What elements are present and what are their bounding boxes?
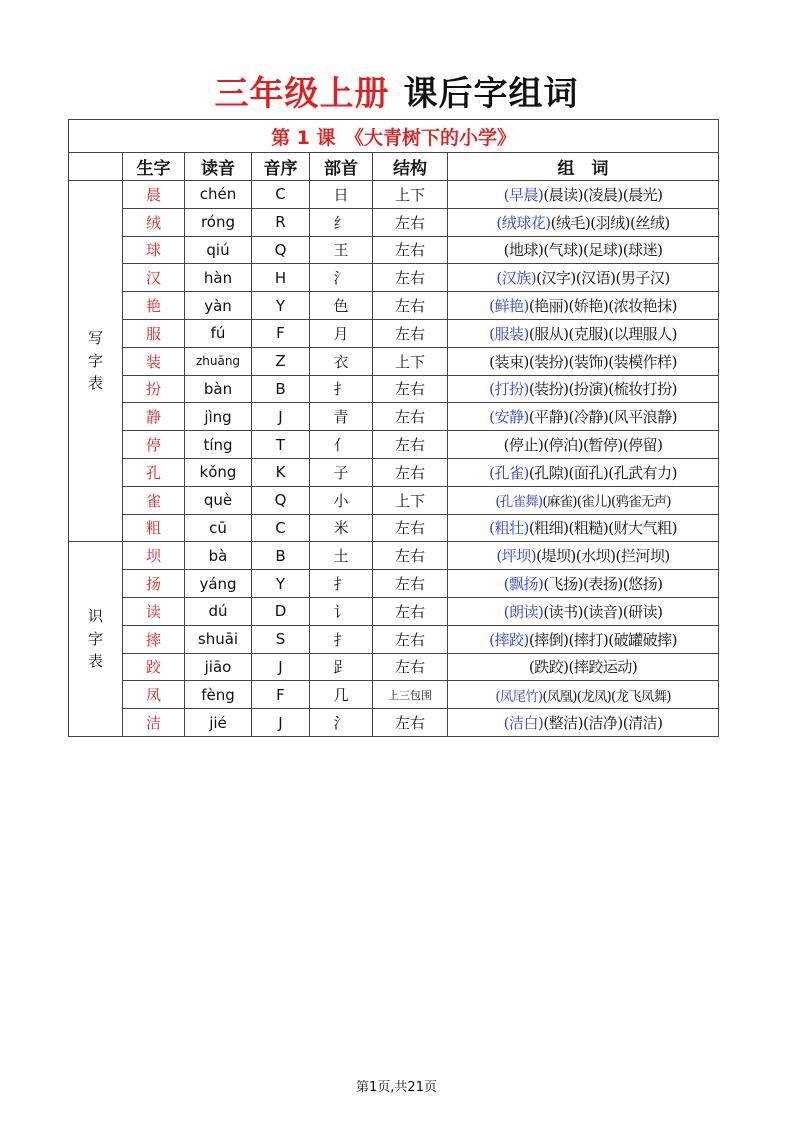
structure-cell: 左右 [373,597,448,625]
textbook-word: (打扮) [489,380,529,399]
table-row [69,542,719,570]
radical-cell: 扌 [310,625,373,653]
pinyin-cell: yàn [185,292,252,320]
extended-words: (艳丽)(娇艳)(浓妆艳抹) [528,297,677,316]
lesson-header-row [69,120,719,153]
pinyin-cell: róng [185,208,252,236]
extended-words: (读书)(读音)(研读) [543,602,663,621]
words-cell [448,542,719,570]
pinyin-cell: zhuāng [185,347,252,375]
character-cell: 摔 [123,625,185,653]
structure-cell: 上下 [373,486,448,514]
words-cell [448,403,719,431]
column-header-section [69,153,123,181]
index-letter-cell: B [252,375,310,403]
index-letter-cell: F [252,319,310,347]
character-cell: 雀 [123,486,185,514]
character-cell: 扮 [123,375,185,403]
textbook-word: (绒球花) [496,213,551,232]
extended-words: (堤坝)(水坝)(拦河坝) [536,547,670,566]
textbook-word: (早晨) [503,185,544,204]
index-letter-cell: Y [252,292,310,320]
index-letter-cell: C [252,514,310,542]
index-letter-cell: J [252,653,310,681]
radical-cell: 𧾷 [310,653,373,681]
radical-cell: 衣 [310,347,373,375]
column-header-index: 音序 [252,153,310,181]
structure-cell: 左右 [373,514,448,542]
textbook-word: (孔雀舞) [495,494,543,511]
pinyin-cell: jié [185,709,252,737]
table-row [69,486,719,514]
words-cell [448,625,719,653]
radical-cell: 日 [310,181,373,209]
character-cell: 服 [123,319,185,347]
section-label-char: 表 [87,374,103,393]
structure-cell: 左右 [373,319,448,347]
structure-cell: 上下 [373,181,448,209]
table-row [69,375,719,403]
extended-words: (麻雀)(雀儿)(鸦雀无声) [542,494,671,511]
pinyin-cell: dú [185,597,252,625]
character-cell: 装 [123,347,185,375]
vocabulary-table [68,119,719,737]
pinyin-cell: què [185,486,252,514]
pinyin-cell: tíng [185,431,252,459]
pinyin-cell: jìng [185,403,252,431]
words-cell [448,181,719,209]
index-letter-cell: D [252,597,310,625]
words-cell [448,597,719,625]
character-cell: 绒 [123,208,185,236]
extended-words: (装束)(装扮)(装饰)(装模作样) [489,352,677,371]
radical-cell: 王 [310,236,373,264]
extended-words: (装扮)(扮演)(梳妆打扮) [528,380,677,399]
structure-cell: 左右 [373,236,448,264]
table-row [69,236,719,264]
character-cell: 读 [123,597,185,625]
character-cell: 跤 [123,653,185,681]
pinyin-cell: hàn [185,264,252,292]
page-footer: 第1页,共21页 [356,1080,437,1095]
radical-cell: 扌 [310,375,373,403]
words-cell [448,486,719,514]
table-row [69,597,719,625]
pinyin-cell: bàn [185,375,252,403]
words-cell [448,681,719,709]
section-label-char: 字 [87,351,103,370]
table-row [69,570,719,598]
title-grade: 三年级上册 [214,74,390,114]
words-cell [448,514,719,542]
extended-words: (晨读)(凌晨)(晨光) [543,185,663,204]
index-letter-cell: S [252,625,310,653]
extended-words: (平静)(冷静)(风平浪静) [528,408,677,427]
radical-cell: 几 [310,681,373,709]
pinyin-cell: kǒng [185,458,252,486]
section-label-char: 写 [87,329,103,348]
extended-words: (跌跤)(摔跤运动) [528,658,638,677]
structure-cell: 左右 [373,542,448,570]
structure-cell: 左右 [373,403,448,431]
words-cell [448,347,719,375]
column-header-words: 组 词 [448,153,719,181]
pinyin-cell: chén [185,181,252,209]
radical-cell: 纟 [310,208,373,236]
title-subject: 课后字组词 [403,74,579,114]
words-cell [448,319,719,347]
textbook-word: (服装) [489,324,529,343]
character-cell: 静 [123,403,185,431]
index-letter-cell: T [252,431,310,459]
character-cell: 停 [123,431,185,459]
words-cell [448,264,719,292]
table-row [69,514,719,542]
extended-words: (凤凰)(龙凤)(龙飞凤舞) [542,688,671,705]
pinyin-cell: fú [185,319,252,347]
words-cell [448,208,719,236]
extended-words: (孔隙)(面孔)(孔武有力) [528,463,677,482]
textbook-word: (摔跤) [489,630,529,649]
character-cell: 晨 [123,181,185,209]
character-cell: 球 [123,236,185,264]
pinyin-cell: yáng [185,570,252,598]
character-cell: 凤 [123,681,185,709]
words-cell [448,653,719,681]
extended-words: (停止)(停泊)(暂停)(停留) [503,436,663,455]
pinyin-cell: shuāi [185,625,252,653]
character-cell: 坝 [123,542,185,570]
structure-cell: 左右 [373,375,448,403]
textbook-word: (坪坝) [496,547,537,566]
extended-words: (摔倒)(摔打)(破罐破摔) [528,630,677,649]
index-letter-cell: K [252,458,310,486]
radical-cell: 讠 [310,597,373,625]
table-row [69,264,719,292]
index-letter-cell: Z [252,347,310,375]
table-row [69,319,719,347]
table-row [69,681,719,709]
structure-cell: 左右 [373,431,448,459]
radical-cell: 土 [310,542,373,570]
column-header-structure: 结构 [373,153,448,181]
table-row [69,403,719,431]
pinyin-cell: qiú [185,236,252,264]
index-letter-cell: C [252,181,310,209]
radical-cell: 子 [310,458,373,486]
extended-words: (地球)(气球)(足球)(球迷) [503,241,663,260]
character-cell: 粗 [123,514,185,542]
words-cell [448,375,719,403]
table-row [69,653,719,681]
character-cell: 艳 [123,292,185,320]
extended-words: (整洁)(洁净)(清洁) [543,714,663,733]
table-row [69,431,719,459]
table-body [69,181,719,737]
extended-words: (服从)(克服)(以理服人) [528,324,677,343]
structure-cell: 上下 [373,347,448,375]
radical-cell: 扌 [310,570,373,598]
pinyin-cell: bà [185,542,252,570]
index-letter-cell: J [252,403,310,431]
table-row [69,292,719,320]
radical-cell: 小 [310,486,373,514]
structure-cell: 左右 [373,625,448,653]
table-row [69,208,719,236]
index-letter-cell: J [252,709,310,737]
textbook-word: (安静) [489,408,529,427]
words-cell [448,236,719,264]
structure-cell: 左右 [373,458,448,486]
extended-words: (飞扬)(表扬)(悠扬) [543,575,663,594]
words-cell [448,431,719,459]
structure-cell: 上三包围 [373,681,448,709]
radical-cell: 氵 [310,709,373,737]
table-row [69,625,719,653]
column-header-radical: 部首 [310,153,373,181]
table-row [69,347,719,375]
index-letter-cell: B [252,542,310,570]
page-title [0,66,793,115]
words-cell [448,570,719,598]
section-label-char: 识 [87,607,103,626]
structure-cell: 左右 [373,653,448,681]
character-cell: 汉 [123,264,185,292]
index-letter-cell: H [252,264,310,292]
index-letter-cell: Y [252,570,310,598]
column-header-row [69,153,719,181]
lesson-title: 第 1 课 《大青树下的小学》 [69,120,719,153]
pinyin-cell: jiāo [185,653,252,681]
textbook-word: (飘扬) [503,575,544,594]
radical-cell: 氵 [310,264,373,292]
section-label-char: 表 [87,652,103,671]
index-letter-cell: Q [252,236,310,264]
table-row [69,181,719,209]
index-letter-cell: F [252,681,310,709]
words-cell [448,709,719,737]
character-cell: 孔 [123,458,185,486]
radical-cell: 亻 [310,431,373,459]
extended-words: (绒毛)(羽绒)(丝绒) [550,213,670,232]
structure-cell: 左右 [373,570,448,598]
words-cell [448,458,719,486]
section-label-char: 字 [87,629,103,648]
column-header-char: 生字 [123,153,185,181]
textbook-word: (凤尾竹) [495,688,543,705]
pinyin-cell: cū [185,514,252,542]
textbook-word: (鲜艳) [489,297,529,316]
textbook-word: (洁白) [503,714,544,733]
textbook-word: (孔雀) [489,463,529,482]
radical-cell: 色 [310,292,373,320]
radical-cell: 青 [310,403,373,431]
section-label-write [69,181,123,542]
structure-cell: 左右 [373,292,448,320]
table-row [69,458,719,486]
character-cell: 洁 [123,709,185,737]
section-label-read [69,542,123,737]
structure-cell: 左右 [373,208,448,236]
structure-cell: 左右 [373,264,448,292]
column-header-pinyin: 读音 [185,153,252,181]
textbook-word: (朗读) [503,602,544,621]
index-letter-cell: Q [252,486,310,514]
index-letter-cell: R [252,208,310,236]
radical-cell: 米 [310,514,373,542]
words-cell [448,292,719,320]
extended-words: (粗细)(粗糙)(财大气粗) [528,519,677,538]
textbook-word: (粗壮) [489,519,529,538]
table-row [69,709,719,737]
structure-cell: 左右 [373,709,448,737]
textbook-word: (汉族) [496,269,537,288]
pinyin-cell: fèng [185,681,252,709]
radical-cell: 月 [310,319,373,347]
extended-words: (汉字)(汉语)(男子汉) [536,269,670,288]
character-cell: 扬 [123,570,185,598]
